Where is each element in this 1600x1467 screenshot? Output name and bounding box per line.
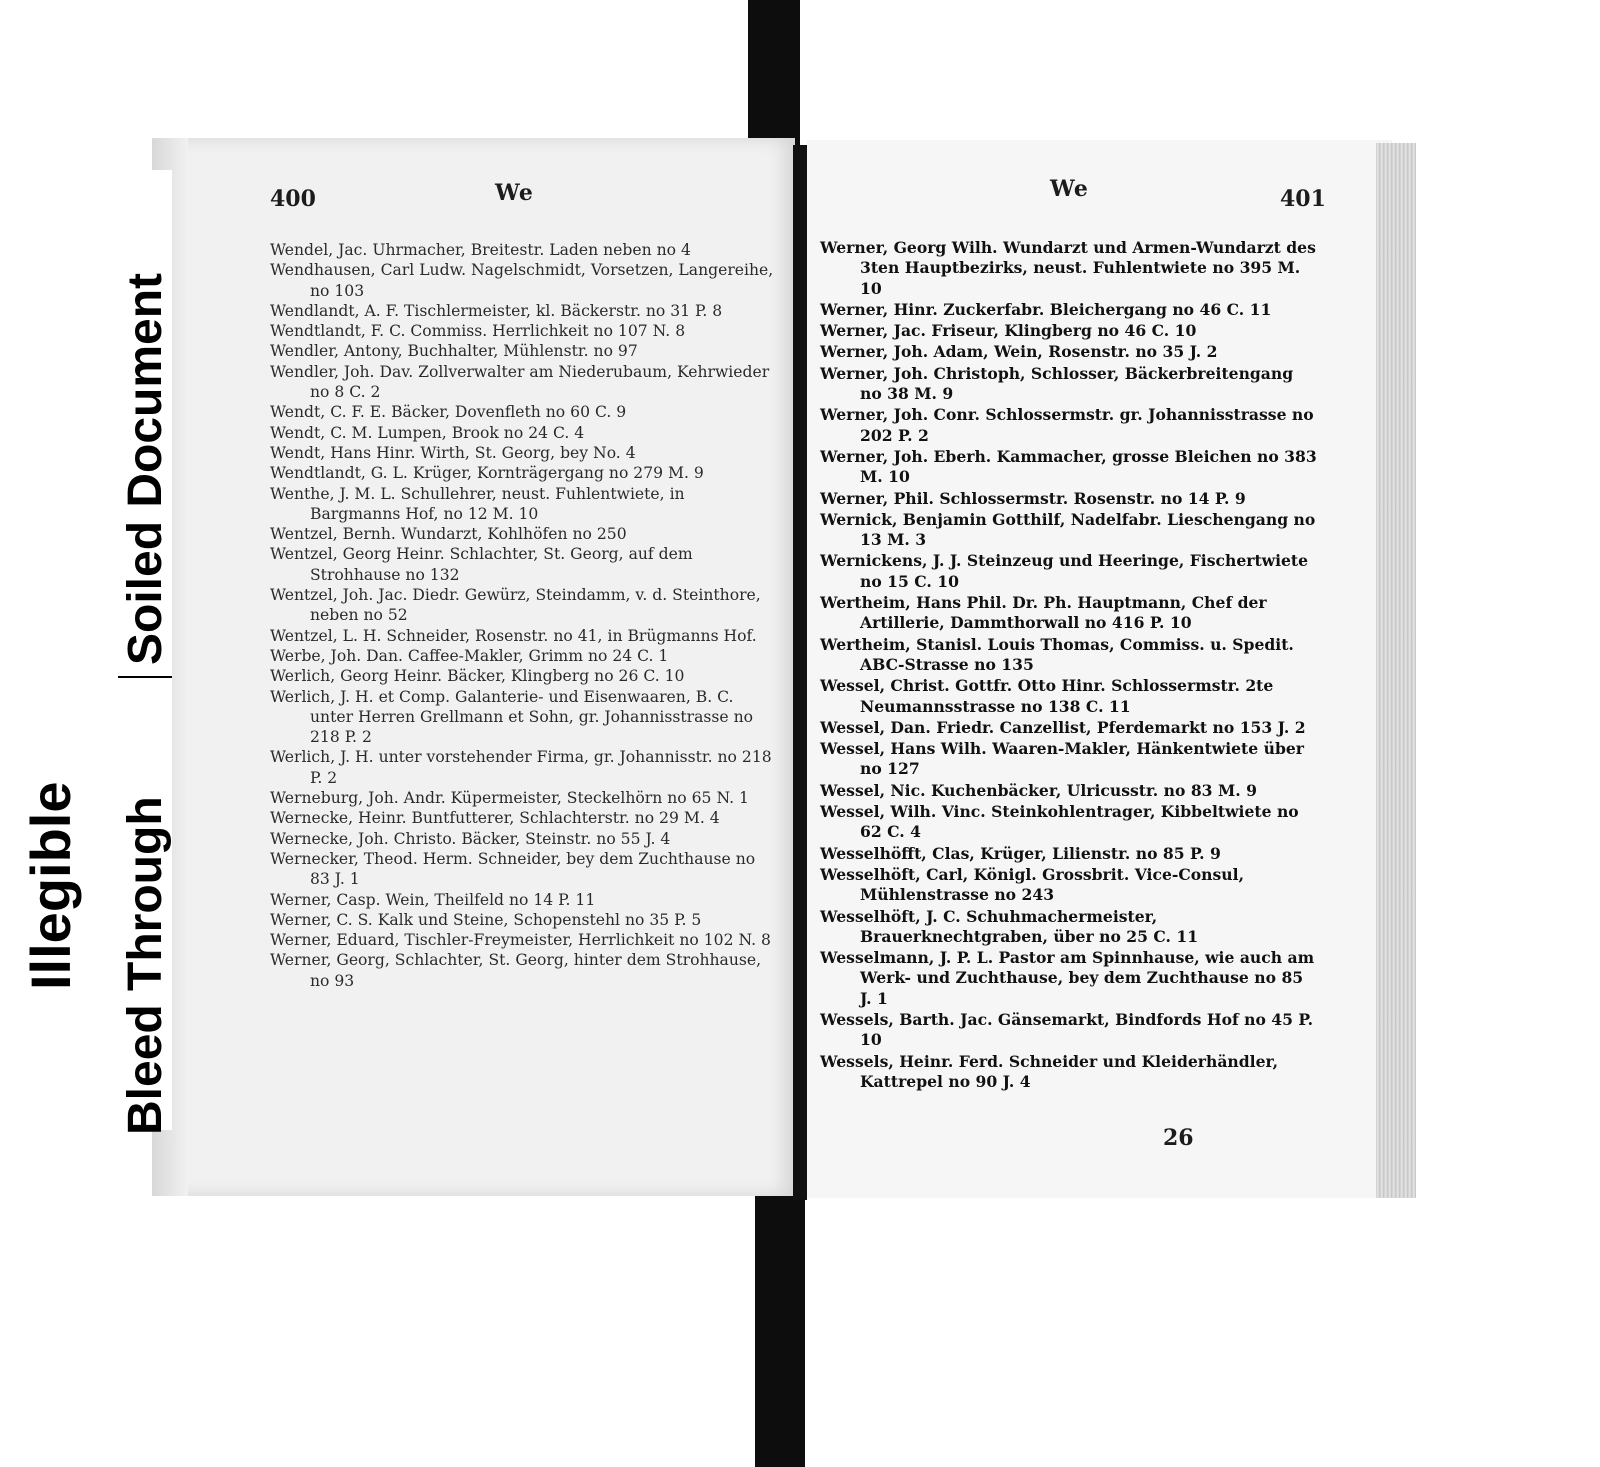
- directory-entry: Wertheim, Stanisl. Louis Thomas, Commiss. u. Spedit. ABC-Strasse no 135: [820, 634, 1294, 674]
- directory-entry: Wessel, Dan. Friedr. Canzellist, Pferdemarkt no 153 J. 2: [820, 717, 1306, 737]
- signature-mark: 26: [1163, 1125, 1194, 1151]
- directory-entry: Werner, Joh. Adam, Wein, Rosenstr. no 35 J. 2: [820, 342, 1218, 362]
- directory-entry: Wessel, Nic. Kuchenbäcker, Ulricusstr. no 83 M. 9: [820, 780, 1257, 800]
- left-running-head: We: [495, 180, 534, 206]
- directory-entry: Werner, Casp. Wein, Theilfeld no 14 P. 11: [270, 890, 596, 909]
- directory-entry: Wertheim, Hans Phil. Dr. Ph. Hauptmann, Chef der Artillerie, Dammthorwall no 416 P. 10: [820, 593, 1267, 633]
- directory-entry: Wentzel, Georg Heinr. Schlachter, St. Georg, auf dem Strohhause no 132: [270, 545, 693, 584]
- binding-strip-bottom: [755, 1195, 805, 1467]
- directory-entry: Wessel, Hans Wilh. Waaren-Makler, Hänkentwiete über no 127: [820, 739, 1304, 779]
- page-edges: [1376, 143, 1416, 1198]
- directory-entry: Wendlandt, A. F. Tischlermeister, kl. Bäckerstr. no 31 P. 8: [270, 301, 723, 320]
- directory-entry: Wentzel, Bernh. Wundarzt, Kohlhöfen no 250: [270, 525, 627, 544]
- directory-entry: Wernecke, Joh. Christo. Bäcker, Steinstr. no 55 J. 4: [270, 829, 671, 848]
- directory-entry: Wessel, Wilh. Vinc. Steinkohlentrager, Kibbeltwiete no 62 C. 4: [820, 802, 1299, 842]
- directory-entry: Werner, Joh. Conr. Schlossermstr. gr. Johannisstrasse no 202 P. 2: [820, 405, 1314, 445]
- directory-entry: Werlich, J. H. et Comp. Galanterie- und Eisenwaaren, B. C. unter Herren Grellmann et Sohn, gr. Johannisstrasse no 218 P. 2: [270, 687, 754, 747]
- directory-entry: Werneburg, Joh. Andr. Küpermeister, Steckelhörn no 65 N. 1: [270, 789, 749, 808]
- directory-entry: Wendler, Antony, Buchhalter, Mühlenstr. no 97: [270, 342, 638, 361]
- stamp-divider: [118, 676, 172, 678]
- directory-entry: Wesselhöfft, Clas, Krüger, Lilienstr. no 85 P. 9: [820, 843, 1221, 863]
- directory-entry: Wendt, C. F. E. Bäcker, Dovenfleth no 60 C. 9: [270, 403, 627, 422]
- right-page-number: 401: [1280, 186, 1326, 212]
- directory-entry: Wentzel, Joh. Jac. Diedr. Gewürz, Steindamm, v. d. Steinthore, neben no 52: [270, 586, 761, 625]
- directory-entry: Wendtlandt, G. L. Krüger, Kornträgergang no 279 M. 9: [270, 464, 704, 483]
- right-entry-list: [820, 238, 1320, 1093]
- directory-entry: Wernickens, J. J. Steinzeug und Heeringe, Fischertwiete no 15 C. 10: [820, 551, 1309, 591]
- directory-entry: Wentzel, L. H. Schneider, Rosenstr. no 41, in Brügmanns Hof.: [270, 626, 757, 645]
- soiled-document-stamp: Soiled Document: [119, 272, 172, 665]
- directory-entry: Wesselhöft, J. C. Schuhmachermeister, Brauerknechtgraben, über no 25 C. 11: [820, 906, 1199, 946]
- directory-entry: Werner, Joh. Christoph, Schlosser, Bäckerbreitengang no 38 M. 9: [820, 363, 1294, 404]
- directory-entry: Werlich, J. H. unter vorstehender Firma, gr. Johannisstr. no 218 P. 2: [270, 748, 772, 787]
- directory-entry: Wessel, Christ. Gottfr. Otto Hinr. Schlossermstr. 2te Neumannsstrasse no 138 C. 11: [820, 676, 1274, 716]
- directory-entry: Wenthe, J. M. L. Schullehrer, neust. Fuhlentwiete, in Bargmanns Hof, no 12 M. 10: [270, 484, 685, 523]
- directory-entry: Werner, Joh. Eberh. Kammacher, grosse Bleichen no 383 M. 10: [820, 446, 1317, 487]
- directory-entry: Werlich, Georg Heinr. Bäcker, Klingberg no 26 C. 10: [270, 667, 685, 686]
- directory-entry: Wernecker, Theod. Herm. Schneider, bey dem Zuchthause no 83 J. 1: [270, 849, 756, 889]
- directory-entry: Werner, Jac. Friseur, Klingberg no 46 C. 10: [820, 321, 1197, 341]
- directory-entry: Werner, Hinr. Zuckerfabr. Bleichergang no 46 C. 11: [820, 299, 1272, 319]
- left-entry-list: [270, 240, 775, 991]
- directory-entry: Werbe, Joh. Dan. Caffee-Makler, Grimm no 24 C. 1: [270, 646, 669, 665]
- directory-entry: Wendt, Hans Hinr. Wirth, St. Georg, bey No. 4: [270, 443, 636, 462]
- directory-entry: Werner, Georg, Schlachter, St. Georg, hinter dem Strohhause, no 93: [270, 951, 762, 990]
- bleed-through-stamp: Bleed Through: [119, 796, 172, 1135]
- directory-entry: Werner, Georg Wilh. Wundarzt und Armen-Wundarzt des 3ten Hauptbezirks, neust. Fuhlentwiete no 395 M. 10: [820, 238, 1316, 298]
- directory-entry: Wessels, Barth. Jac. Gänsemarkt, Bindfords Hof no 45 P. 10: [820, 1009, 1313, 1050]
- directory-entry: Wendel, Jac. Uhrmacher, Breitestr. Laden neben no 4: [270, 241, 691, 259]
- directory-entry: Wernick, Benjamin Gotthilf, Nadelfabr. Lieschengang no 13 M. 3: [820, 509, 1316, 550]
- right-running-head: We: [1050, 176, 1089, 202]
- directory-entry: Wernecke, Heinr. Buntfutterer, Schlachterstr. no 29 M. 4: [270, 809, 720, 828]
- left-page-number: 400: [270, 186, 316, 212]
- directory-entry: Wendhausen, Carl Ludw. Nagelschmidt, Vorsetzen, Langereihe, no 103: [270, 261, 774, 300]
- directory-entry: Werner, Phil. Schlossermstr. Rosenstr. no 14 P. 9: [820, 488, 1246, 508]
- directory-entry: Wendt, C. M. Lumpen, Brook no 24 C. 4: [270, 423, 585, 442]
- directory-entry: Wesselmann, J. P. L. Pastor am Spinnhause, wie auch am Werk- und Zuchthause, bey dem Zuchthause no 85 J. 1: [820, 948, 1315, 1008]
- directory-entry: Wesselhöft, Carl, Königl. Grossbrit. Vice-Consul, Mühlenstrasse no 243: [820, 864, 1244, 905]
- directory-entry: Werner, Eduard, Tischler-Freymeister, Herrlichkeit no 102 N. 8: [270, 931, 771, 950]
- binding-strip-top: [748, 0, 800, 150]
- directory-entry: Wendtlandt, F. C. Commiss. Herrlichkeit no 107 N. 8: [270, 322, 686, 341]
- directory-entry: Wendler, Joh. Dav. Zollverwalter am Niederubaum, Kehrwieder no 8 C. 2: [270, 362, 770, 402]
- directory-entry: Wessels, Heinr. Ferd. Schneider und Kleiderhändler, Kattrepel no 90 J. 4: [820, 1051, 1279, 1091]
- book-gutter: [793, 145, 807, 1200]
- directory-entry: Werner, C. S. Kalk und Steine, Schopenstehl no 35 P. 5: [270, 910, 702, 929]
- illegible-stamp: Illegible: [19, 781, 82, 990]
